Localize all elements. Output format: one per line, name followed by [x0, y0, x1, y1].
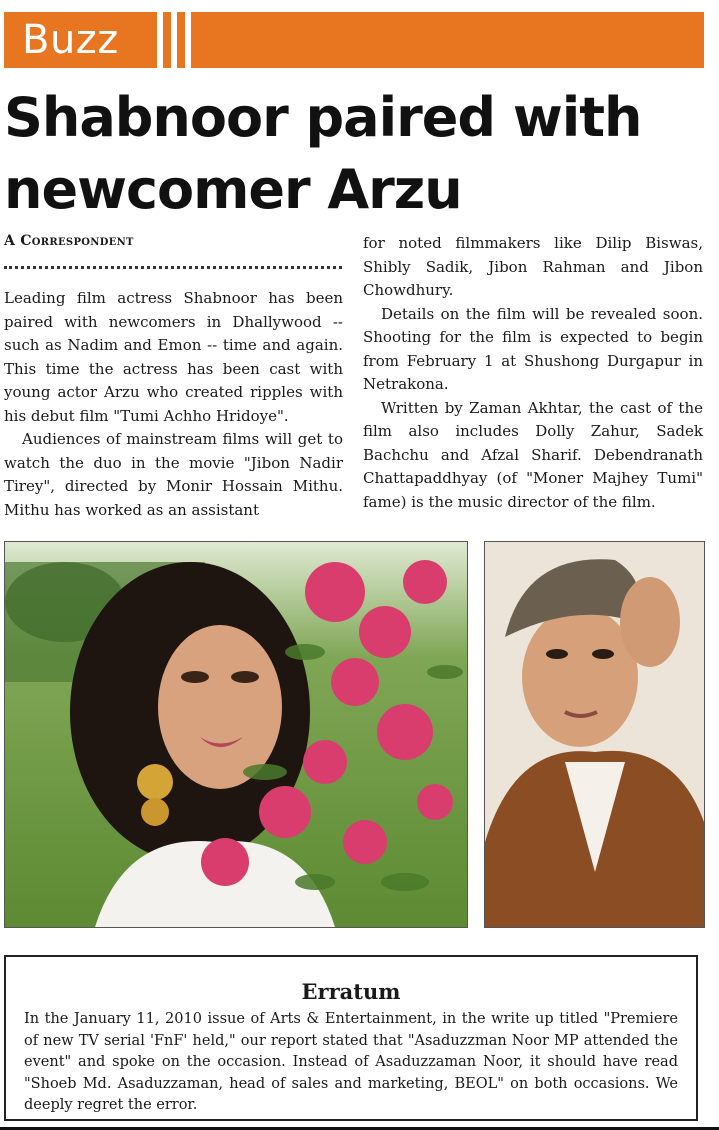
headline-line-1: Shabnoor paired with — [4, 86, 642, 149]
article-column-left — [4, 287, 343, 522]
section-label: Buzz — [22, 17, 119, 63]
section-banner — [4, 12, 704, 68]
article-paragraph: Audiences of mainstream films will get to watch the duo in the movie "Jibon Nadir Tirey", directed by Monir Hossain Mithu. Mithu has worked as an assistant — [4, 430, 343, 519]
actress-photo-illustration — [5, 542, 467, 927]
actress-photo — [4, 541, 468, 928]
erratum-title: Erratum — [301, 979, 401, 1004]
article-paragraph: Leading film actress Shabnoor has been paired with newcomers in Dhallywood -- such as Nadim and Emon -- time and again. This time the actress has been cast with young actor Arzu who created ripples with his debut film "Tumi Achho Hridoye". — [4, 289, 343, 425]
erratum-text: In the January 11, 2010 issue of Arts & Entertainment, in the write up titled "Premiere of new TV serial 'FnF' held," our report stated that "Asaduzzman Noor MP attended the event" and spoke on the occasion. Instead of Asaduzzaman Noor, it should have read "Shoeb Md. Asaduzzaman, head of sales and marketing, BEOL" on both occasions. We deeply regret the error. — [24, 1011, 678, 1113]
byline-divider — [4, 266, 342, 269]
erratum-box — [4, 955, 698, 1121]
headline-line-2: newcomer Arzu — [4, 158, 462, 221]
article-paragraph: Written by Zaman Akhtar, the cast of the film also includes Dolly Zahur, Sadek Bachchu and Afzal Sharif. Debendranath Chattapaddhyay (of "Moner Majhey Tumi" fame) is the music director of the film. — [363, 398, 703, 511]
actor-photo-illustration — [485, 542, 704, 927]
actor-photo — [484, 541, 705, 928]
article-byline: A Correspondent — [4, 233, 134, 249]
article-paragraph: Details on the film will be revealed soon. Shooting for the film is expected to begin from February 1 at Shushong Durgapur in Netrakona. — [363, 304, 703, 393]
article-column-right — [363, 232, 703, 514]
banner-bars-decoration — [157, 12, 197, 68]
article-paragraph: for noted filmmakers like Dilip Biswas, Shibly Sadik, Jibon Rahman and Jibon Chowdhury. — [363, 234, 703, 299]
article-headline — [4, 82, 704, 226]
